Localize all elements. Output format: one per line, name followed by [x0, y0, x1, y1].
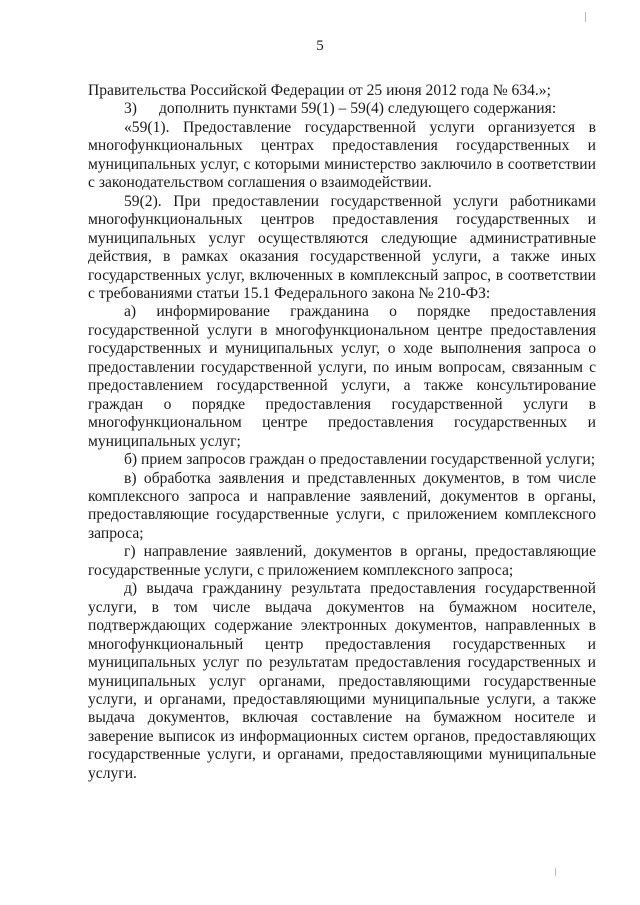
paragraph-item-v: в) обработка заявления и представленных документов, в том числе комплексного запроса и направление заявлений, документов в органы, предоставляющие государственные услуги, с приложением комплексного запроса;	[88, 469, 596, 542]
page-number: 5	[316, 38, 324, 54]
paragraph-59-2: 59(2). При предоставлении государственной услуги работниками многофункциональных центров предоставления государственных и муниципальных услуг осуществляются следующие административные действия, в рамках оказания государственной услуги, а также иных государственных услуг, включенных в комплексный запрос, в соответствии с требованиями статьи 15.1 Федерального закона № 210-ФЗ:	[88, 192, 596, 302]
paragraph-item-d: д) выдача гражданину результата предоставления государственной услуги, в том числе выдача документов на бумажном носителе, подтверждающих содержание электронных документов, направленных в многофункциональный центр предоставления государственных и муниципальных услуг по результатам предоставления государственных и муниципальных услуг органами, предоставляющими государственные услуги, и органами, предоставляющими муниципальные услуги, а также выдача документов, включая составление на бумажном носителе и заверение выписок из информационных систем органов, предоставляющих государственные услуги, и органами, предоставляющими муниципальные услуги.	[88, 580, 596, 782]
document-body	[88, 82, 596, 783]
scan-mark-bottom-right	[555, 868, 556, 876]
item-3-text: дополнить пунктами 59(1) – 59(4) следующего содержания:	[159, 100, 557, 118]
item-3-number: 3)	[124, 100, 137, 118]
paragraph-59-1: «59(1). Предоставление государственной услуги организуется в многофункциональных центрах предоставления государственных и муниципальных услуг, с которыми министерство заключило в соответствии с законодательством соглашения о взаимодействии.	[88, 118, 596, 192]
scan-mark-top-right	[585, 12, 586, 22]
paragraph-item-a: а) информирование гражданина о порядке предоставления государственной услуги в многофункциональном центре предоставления государственных и муниципальных услуг, о ходе выполнения запроса о предоставлении государственной услуги, по иным вопросам, связанным с предоставлением государственной услуги, а также консультирование граждан о порядке предоставления государственной услуги в многофункциональном центре предоставления государственных и муниципальных услуг;	[88, 303, 596, 450]
paragraph-continuation: Правительства Российской Федерации от 25 июня 2012 года № 634.»;	[88, 82, 551, 99]
paragraph-item-3	[88, 100, 596, 118]
paragraph-item-b: б) прием запросов граждан о предоставлении государственной услуги;	[124, 451, 596, 469]
paragraph-item-g: г) направление заявлений, документов в органы, предоставляющие государственные услуги, с приложением комплексного запроса;	[88, 543, 596, 579]
